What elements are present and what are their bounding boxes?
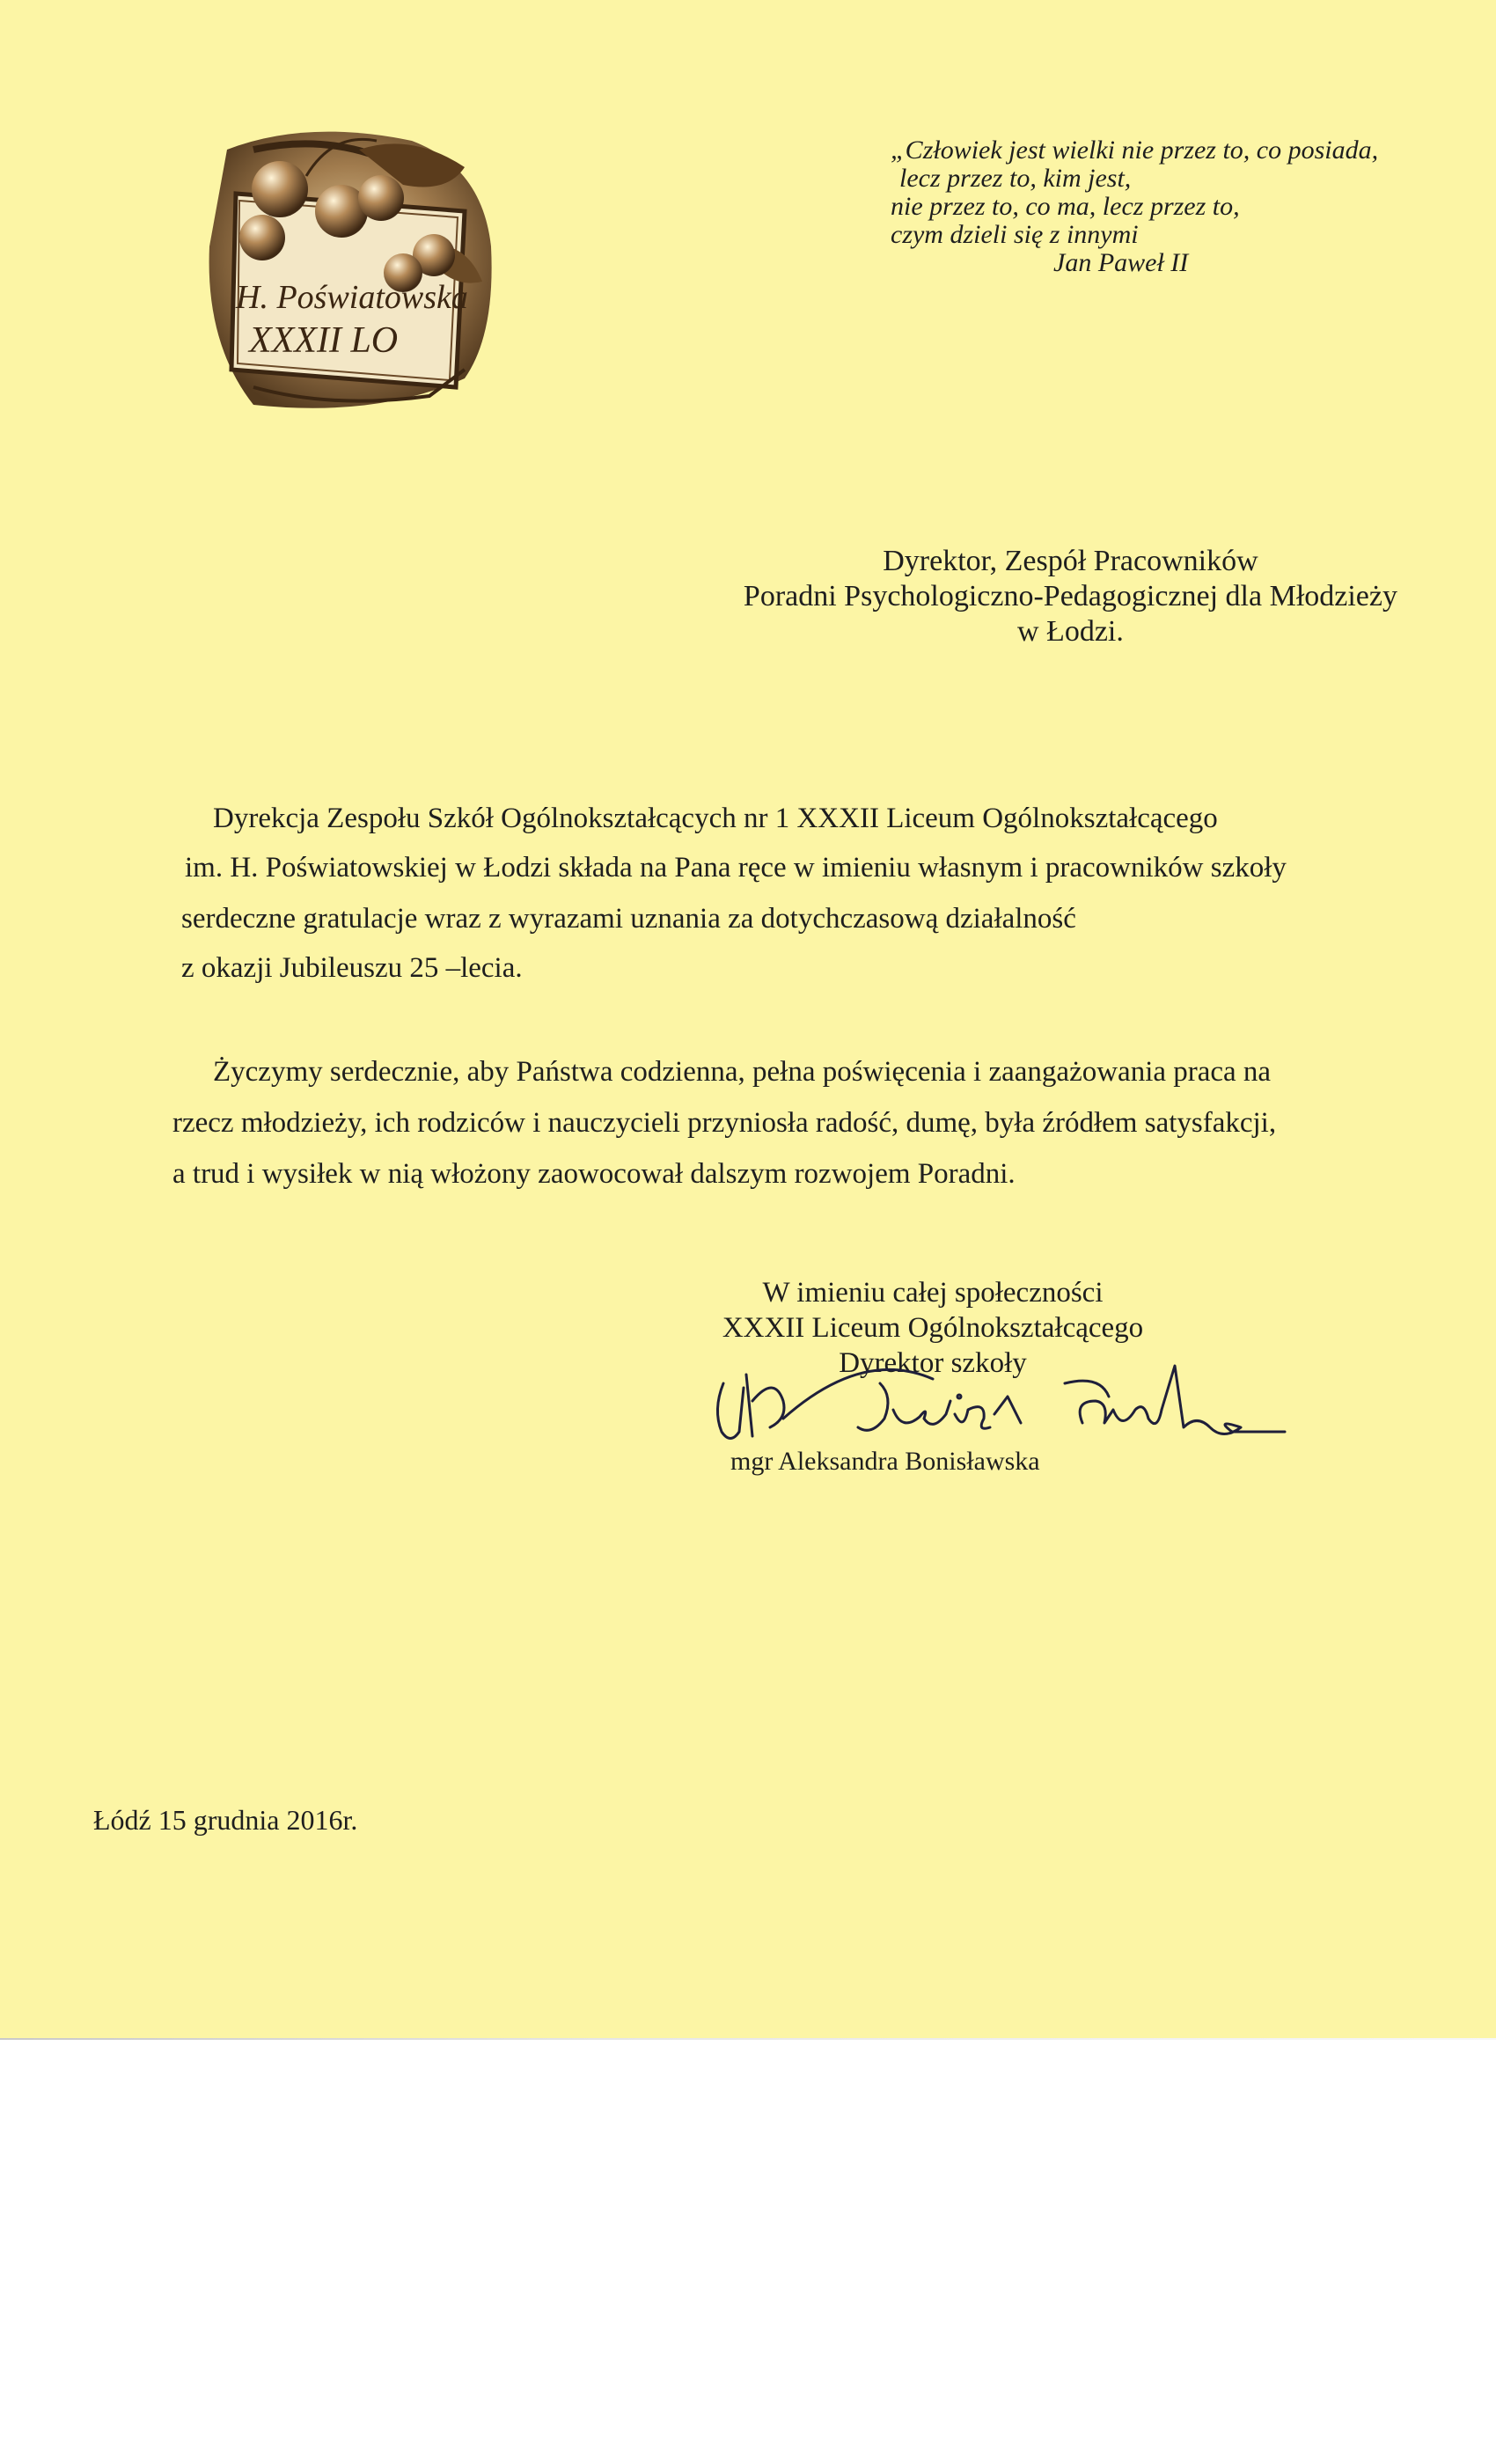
addressee-line: Dyrektor, Zespół Pracowników: [883, 545, 1258, 577]
closing-line: W imieniu całej społeczności: [762, 1277, 1104, 1309]
addressee-line: w Łodzi.: [1017, 615, 1124, 648]
addressee-block: [744, 544, 1397, 649]
signer-name: mgr Aleksandra Bonisławska: [730, 1447, 1040, 1476]
closing-line: XXXII Liceum Ogólnokształcącego: [722, 1312, 1144, 1344]
motto-line: czym dzieli się z innymi: [891, 220, 1139, 249]
body-paragraph-2-line: Życzymy serdecznie, aby Państwa codzienna, pełna poświęcenia i zaangażowania praca na: [213, 1056, 1272, 1088]
body-paragraph-2-line: a trud i wysiłek w nią włożony zaowocował dalszym rozwojem Poradni.: [172, 1158, 1016, 1190]
motto-line: lecz przez to, kim jest,: [899, 164, 1132, 193]
logo-text-school: XXXII LO: [249, 320, 399, 361]
motto-line: „Człowiek jest wielki nie przez to, co posiada,: [891, 136, 1379, 165]
body-paragraph-1-line: serdeczne gratulacje wraz z wyrazami uznania za dotychczasową działalność: [181, 903, 1076, 935]
closing-line: Dyrektor szkoły: [839, 1347, 1027, 1379]
motto-quote: [891, 136, 1378, 277]
school-logo-icon: [201, 114, 500, 440]
handwritten-signature-icon: [704, 1348, 1320, 1463]
letter-date: Łódź 15 grudnia 2016r.: [93, 1804, 358, 1836]
addressee-line: Poradni Psychologiczno-Pedagogicznej dla Młodzieży: [743, 580, 1397, 612]
body-paragraph-1-line: im. H. Poświatowskiej w Łodzi składa na Pana ręce w imieniu własnym i pracowników szkoły: [185, 852, 1287, 884]
body-paragraph-1-line: Dyrekcja Zespołu Szkół Ogólnokształcących nr 1 XXXII Liceum Ogólnokształcącego: [213, 803, 1218, 834]
logo-text-name: H. Poświatowska: [236, 279, 468, 316]
body-paragraph-1-line: z okazji Jubileuszu 25 –lecia.: [181, 952, 523, 984]
paper-edge: [0, 2038, 1496, 2040]
motto-author: Jan Paweł II: [1053, 248, 1189, 277]
body-paragraph-2-line: rzecz młodzieży, ich rodziców i nauczycieli przyniosła radość, dumę, była źródłem satysfakcji,: [172, 1107, 1277, 1139]
motto-line: nie przez to, co ma, lecz przez to,: [891, 192, 1240, 221]
